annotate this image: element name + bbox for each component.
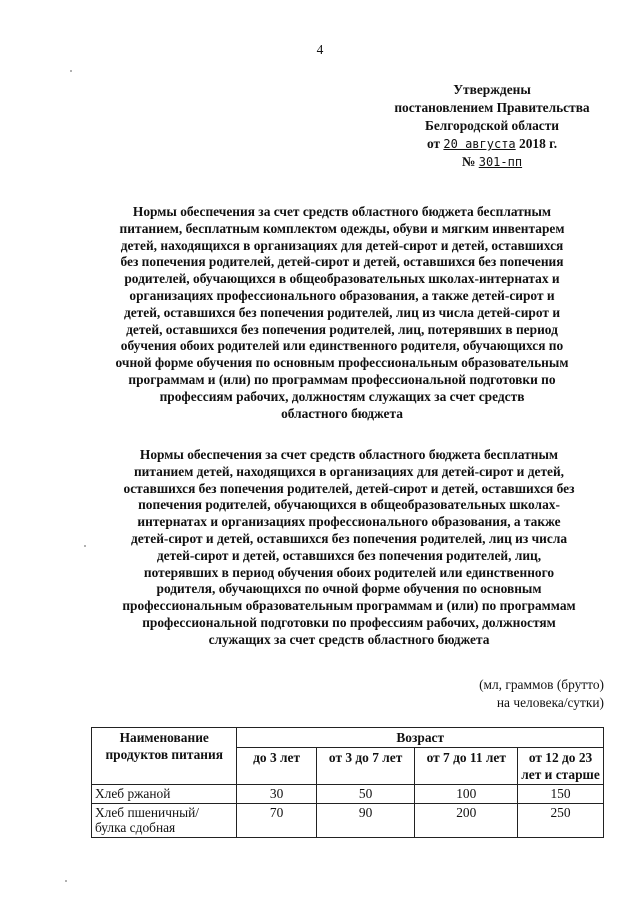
product-name-cell: Хлеб ржаной (92, 785, 237, 804)
norms-table (91, 727, 604, 838)
heading-2-line: попечения родителей, обучающихся в общеобразовательных школах- (138, 497, 560, 513)
heading-1-line: очной форме обучения по основным профессиональным образовательным (115, 355, 569, 371)
unit-note-line: (мл, граммов (брутто) (479, 677, 604, 692)
date-suffix: 2018 г. (519, 136, 558, 151)
scan-speck (84, 545, 86, 547)
approval-line-2: постановлением Правительства (394, 100, 590, 115)
heading-1-line: без попечения родителей, детей-сирот и детей, оставшихся без попечения (120, 254, 564, 270)
value-cell: 50 (316, 785, 415, 804)
heading-2-line: оставшихся без попечения родителей, детей-сирот и детей, оставшихся без (123, 480, 575, 496)
product-name-cell: Хлеб пшеничный/ булка сдобная (92, 803, 237, 837)
approval-block (372, 81, 612, 171)
unit-note (420, 676, 604, 712)
value-cell: 100 (415, 785, 518, 804)
name-column-header (92, 728, 237, 785)
table-header-row (92, 728, 604, 748)
value-cell: 90 (316, 803, 415, 837)
heading-1-line: питанием, бесплатным комплектом одежды, обуви и мягким инвентарем (119, 220, 565, 236)
age-group-header: Возраст (237, 728, 604, 748)
heading-2 (95, 447, 603, 649)
table-row (92, 803, 604, 837)
heading-1-line: программам и (или) по программам профессиональной подготовки по (128, 371, 556, 387)
heading-2-line: детей-сирот и детей, оставшихся без попечения родителей, лиц, (156, 547, 542, 563)
name-header-line: Наименование (119, 730, 209, 745)
heading-2-line: профессиональной подготовки по профессиям рабочих, должностям (142, 614, 556, 630)
approval-line-1: Утверждены (453, 82, 531, 97)
age-column-header: от 3 до 7 лет (316, 748, 415, 785)
page-number: 4 (316, 42, 324, 57)
approval-date (372, 135, 612, 153)
value-cell: 200 (415, 803, 518, 837)
value-cell: 250 (518, 803, 604, 837)
number-handwritten: 301-пп (478, 155, 523, 169)
heading-2-line: потерявших в период обучения обоих родителей или единственного (143, 564, 555, 580)
heading-1-line: Нормы обеспечения за счет средств областного бюджета бесплатным (132, 204, 552, 219)
heading-1-line: обучения обоих родителей или единственного родителя, обучающихся по (120, 338, 564, 354)
age-column-header: от 7 до 11 лет (415, 748, 518, 785)
scan-speck (70, 70, 72, 72)
table-row (92, 785, 604, 804)
heading-1-line: детей, находящихся в организациях для детей-сирот и детей, оставшихся (120, 237, 564, 253)
date-prefix: от (426, 136, 441, 151)
unit-note-line: на человека/сутки) (496, 695, 604, 710)
number-prefix: № (461, 154, 476, 169)
heading-1 (88, 204, 596, 422)
value-cell: 70 (237, 803, 316, 837)
heading-2-line: интернатах и организациях профессионального образования, а также (137, 514, 561, 530)
heading-2-line: служащих за счет средств областного бюджета (208, 631, 490, 647)
value-cell: 150 (518, 785, 604, 804)
value-cell: 30 (237, 785, 316, 804)
date-handwritten: 20 августа (443, 137, 516, 151)
heading-2-line: питанием детей, находящихся в организациях для детей-сирот и детей, (133, 463, 565, 479)
heading-2-line: профессиональным образовательным программам и (или) по программам (122, 598, 576, 614)
scan-speck (65, 880, 67, 882)
approval-number (372, 153, 612, 171)
name-header-line: продуктов питания (105, 747, 223, 762)
heading-2-line: родителя, обучающихся по очной форме обучения по основным (156, 581, 542, 597)
heading-2-line: Нормы обеспечения за счет средств областного бюджета бесплатным (139, 447, 559, 462)
heading-1-line: организациях профессионального образования, а также детей-сирот и (129, 287, 555, 303)
heading-2-line: детей-сирот и детей, оставшихся без попечения родителей, лиц из числа (130, 530, 568, 546)
heading-1-line: областного бюджета (281, 405, 403, 421)
approval-line-3: Белгородской области (424, 118, 560, 133)
age-column-header: от 12 до 23 лет и старше (518, 748, 604, 785)
heading-1-line: детей, оставшихся без попечения родителей, лиц из числа детей-сирот и (123, 304, 561, 320)
heading-1-line: родителей, обучающихся в общеобразовательных школах-интернатах и (124, 271, 560, 287)
heading-1-line: детей, оставшихся без попечения родителей, лиц, потерявших в период (126, 321, 558, 337)
age-column-header: до 3 лет (237, 748, 316, 785)
heading-1-line: профессиям рабочих, должностям служащих за счет средств (159, 388, 525, 404)
